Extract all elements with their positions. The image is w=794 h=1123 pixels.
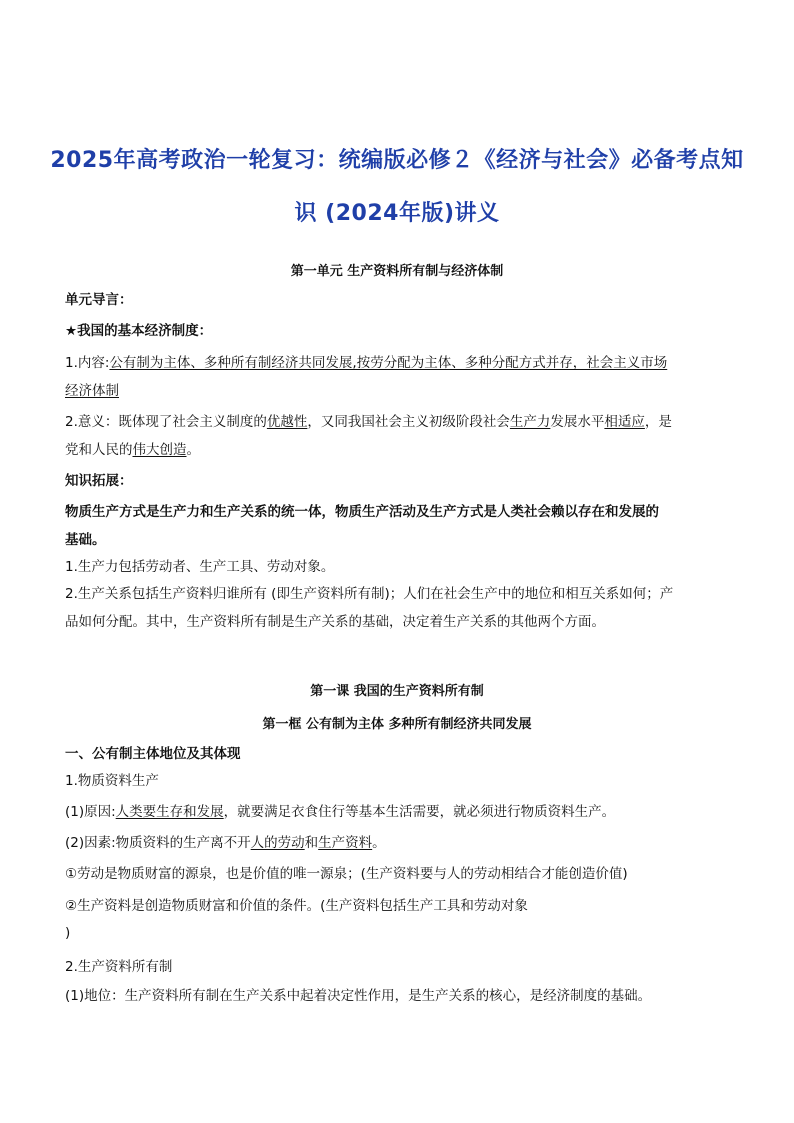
document-title-line2: 识 (2024年版)讲义: [294, 201, 500, 226]
production-mode-line2: 基础。: [65, 532, 106, 548]
knowledge-ext-label: 知识拓展：: [65, 473, 133, 489]
reason-rest: ，就要满足衣食住行等基本生活需要，就必须进行物质资料生产。: [223, 804, 616, 820]
means-note-line1: ②生产资料是创造物质财富和价值的条件。(生产资料包括生产工具和劳动对象: [65, 898, 528, 914]
significance-underlined: 生产力: [509, 414, 551, 430]
significance-line1: [65, 413, 672, 431]
significance-text: 。: [186, 442, 200, 458]
factors-underlined: 人的劳动: [250, 835, 305, 851]
content-line1: [65, 354, 667, 372]
labor-note: ①劳动是物质财富的源泉，也是价值的唯一源泉；(生产资料要与人的劳动相结合才能创造价值): [65, 866, 628, 882]
production-relations-line2: 品如何分配。其中，生产资料所有制是生产关系的基础，决定着生产关系的其他两个方面。: [65, 614, 605, 630]
content-underlined-2: 经济体制: [65, 383, 119, 399]
means-note-line2: ): [65, 925, 71, 941]
ownership-position: (1)地位：生产资料所有制在生产关系中起着决定性作用，是生产关系的核心，是经济制度的基础。: [65, 988, 652, 1004]
ownership-heading: 2.生产资料所有制: [65, 959, 173, 975]
reason-line: [65, 803, 615, 821]
unit-intro-label: 单元导言：: [65, 292, 133, 308]
significance-underlined: 优越性: [266, 414, 308, 430]
material-production-heading: 1.物质资料生产: [65, 773, 159, 789]
unit-heading: 第一单元 生产资料所有制与经济体制: [290, 264, 504, 279]
production-mode-line1: 物质生产方式是生产力和生产关系的统一体，物质生产活动及生产方式是人类社会赖以存在和发展的: [65, 504, 659, 520]
significance-underlined: 伟大创造: [132, 442, 187, 458]
significance-line2: [65, 441, 200, 459]
significance-text: 党和人民的: [65, 442, 133, 458]
section1-heading: 一、公有制主体地位及其体现: [65, 746, 241, 762]
factors-text: 和: [304, 835, 319, 851]
production-relations-line1: 2.生产关系包括生产资料归谁所有 (即生产资料所有制)；人们在社会生产中的地位和相互关系如何；产: [65, 586, 674, 602]
content-underlined-1: 公有制为主体、多种所有制经济共同发展,按劳分配为主体、多种分配方式并存，社会主义市场: [109, 355, 668, 371]
significance-underlined: 相适应: [604, 414, 645, 430]
reason-underlined: 人类要生存和发展: [115, 804, 224, 820]
significance-text: ，是: [644, 414, 672, 430]
document-title-line1: 2025年高考政治一轮复习：统编版必修２《经济与社会》必备考点知: [50, 148, 744, 173]
content-prefix: 1.内容:: [65, 355, 110, 371]
significance-text: 2.意义：既体现了社会主义制度的: [65, 414, 267, 430]
basic-system-heading: ★我国的基本经济制度：: [65, 323, 213, 339]
reason-prefix: (1)原因:: [65, 804, 116, 820]
factors-line: [65, 834, 386, 852]
lesson-heading: 第一课 我国的生产资料所有制: [310, 684, 484, 699]
significance-text: ，又同我国社会主义初级阶段社会: [307, 414, 510, 430]
productive-forces: 1.生产力包括劳动者、生产工具、劳动对象。: [65, 559, 335, 575]
significance-text: 发展水平: [550, 414, 605, 430]
frame-heading: 第一框 公有制为主体 多种所有制经济共同发展: [262, 717, 532, 732]
content-line2: [65, 382, 119, 400]
factors-prefix: (2)因素:物质资料的生产离不开: [65, 835, 251, 851]
factors-underlined: 生产资料: [318, 835, 373, 851]
factors-text: 。: [372, 835, 386, 851]
